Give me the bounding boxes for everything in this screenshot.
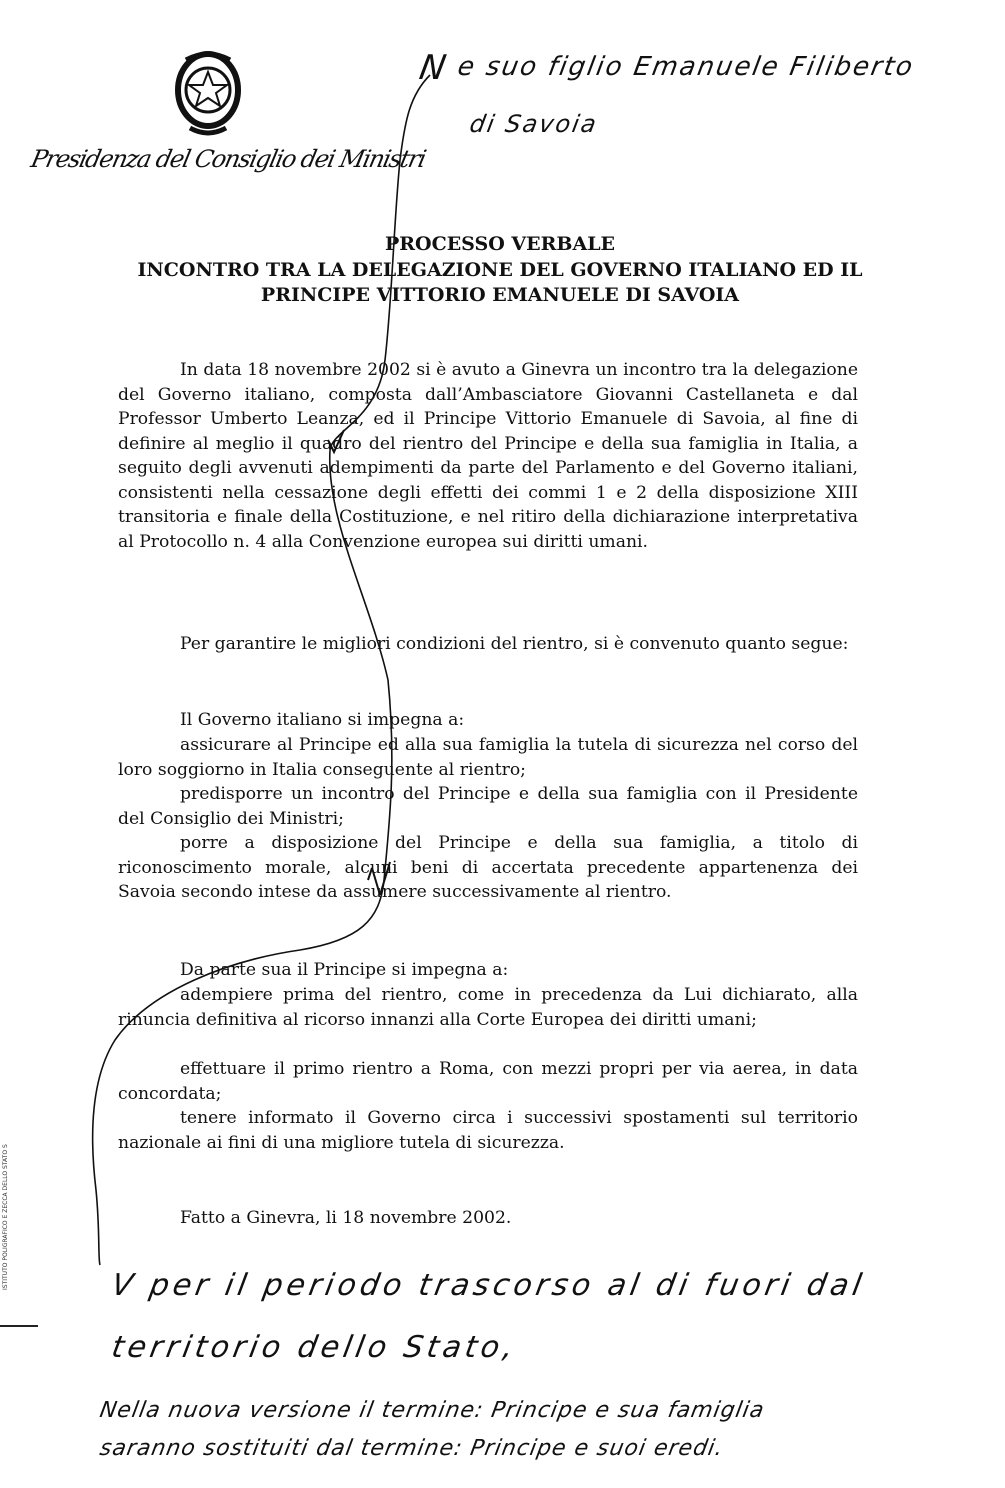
margin-rule: [0, 1325, 38, 1327]
government-commitments-heading: Il Governo italiano si impegna a:: [180, 710, 465, 730]
italian-republic-emblem-icon: [168, 42, 248, 142]
handwritten-bottom-line-4: saranno sostituiti dal termine: Principe e suoi eredi.: [97, 1436, 726, 1461]
closing-place-date: Fatto a Ginevra, li 18 novembre 2002.: [180, 1208, 512, 1228]
government-commitment-1: assicurare al Principe ed alla sua famiglia la tutela di sicurezza nel corso del loro soggiorno in Italia conseguente al rientro;: [118, 735, 858, 780]
paragraph-intro: In data 18 novembre 2002 si è avuto a Ginevra un incontro tra la delegazione del Governo italiano, composta dall’Ambasciatore Giovanni Castellaneta e dal Professor Umberto Leanza, ed il Principe Vittorio Emanuele di Savoia, al fine di definire al meglio il quadro del rientro del Principe e della sua famiglia in Italia, a seguito degli avvenuti adempimenti da parte del Parlamento e del Governo italiani, consistenti nella cessazione degli effetti dei commi 1 e 2 della disposizione XIII transitoria e finale della Costituzione, e nel ritiro della dichiarazione interpretativa al Protocollo n. 4 alla Convenzione europea sui diritti umani.: [118, 360, 858, 552]
handwritten-insert-mark: N: [416, 48, 451, 88]
printer-imprint: ISTITUTO POLIGRAFICO E ZECCA DELLO STATO S: [2, 1144, 9, 1290]
government-commitment-3: porre a disposizione del Principe e della sua famiglia, a titolo di riconoscimento morale, alcuni beni di accertata precedente appartenenza dei Savoia secondo intese da assumere successivamente al rientro.: [118, 833, 858, 902]
document-subtitle-line-1: INCONTRO TRA LA DELEGAZIONE DEL GOVERNO ITALIANO ED IL: [137, 259, 863, 281]
document-title: PROCESSO VERBALE: [384, 233, 616, 255]
handwritten-note-line-1: e suo figlio Emanuele Filiberto: [455, 52, 917, 82]
handwritten-bottom-line-3: Nella nuova versione il termine: Principe e sua famiglia: [97, 1398, 767, 1423]
handwritten-bottom-line-1: V per il periodo trascorso al di fuori dal: [108, 1268, 869, 1303]
document-subtitle-line-2: PRINCIPE VITTORIO EMANUELE DI SAVOIA: [260, 284, 740, 306]
handwritten-note-line-2: di Savoia: [467, 110, 601, 138]
prince-commitment-3: tenere informato il Governo circa i successivi spostamenti sul territorio nazionale ai fini di una migliore tutela di sicurezza.: [118, 1108, 858, 1153]
prince-commitment-1: adempiere prima del rientro, come in precedenza da Lui dichiarato, alla rinuncia definitiva al ricorso innanzi alla Corte Europea dei diritti umani;: [118, 985, 858, 1030]
paragraph-agreement: Per garantire le migliori condizioni del rientro, si è convenuto quanto segue:: [180, 634, 849, 654]
handwritten-bottom-line-2: territorio dello Stato,: [108, 1330, 520, 1365]
prince-commitment-2: effettuare il primo rientro a Roma, con mezzi propri per via aerea, in data concordata;: [118, 1059, 858, 1104]
government-commitment-2: predisporre un incontro del Principe e della sua famiglia con il Presidente del Consiglio dei Ministri;: [118, 784, 858, 829]
letterhead-text: Presidenza del Consiglio dei Ministri: [28, 145, 428, 173]
prince-commitments-heading: Da parte sua il Principe si impegna a:: [180, 960, 509, 980]
